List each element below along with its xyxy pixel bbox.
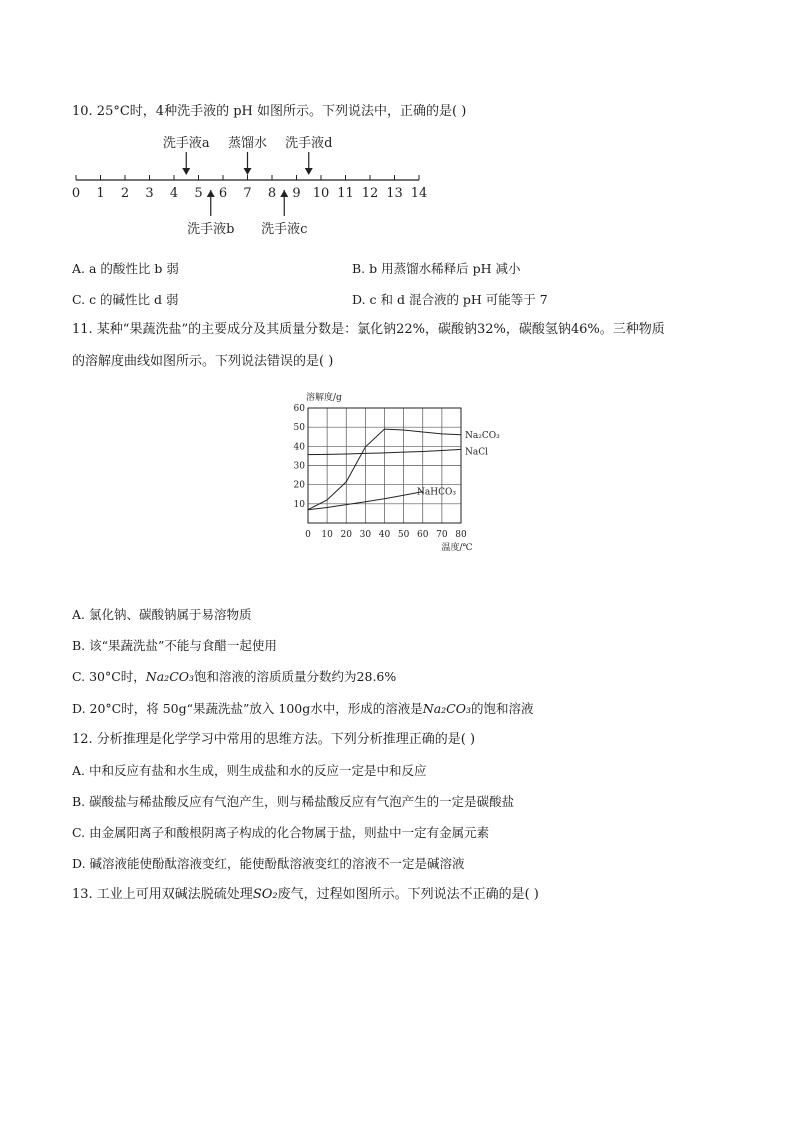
ph-tick-label: 3 — [145, 186, 154, 201]
q11-option-c-post: 饱和溶液的溶质质量分数约为28.6% — [194, 669, 397, 684]
q11-option-d-formula: Na₂CO₃ — [422, 701, 471, 716]
x-tick-label: 20 — [340, 530, 352, 540]
ph-tick-label: 11 — [337, 186, 354, 201]
ph-marker-label: 洗手液a — [162, 136, 210, 151]
q13-stem — [72, 886, 539, 904]
y-tick-label: 10 — [293, 499, 305, 510]
q10-option-b: B. b 用蒸馏水稀释后 pH 减小 — [352, 261, 521, 276]
series-nahco3-label: NaHCO₃ — [417, 487, 456, 498]
q13-stem-post: 废气，过程如图所示。下列说法不正确的是( ) — [277, 887, 539, 902]
y-axis-title: 溶解度/g — [306, 393, 342, 403]
y-tick-label: 20 — [293, 480, 305, 491]
y-tick-label: 40 — [293, 442, 305, 453]
q13-stem-pre: 13. 工业上可用双碱法脱硫处理 — [72, 887, 253, 902]
ph-scale-diagram — [66, 133, 428, 237]
ph-marker-arrowhead — [207, 190, 215, 197]
ph-tick-label: 14 — [410, 186, 428, 201]
x-tick-label: 30 — [359, 530, 372, 540]
y-tick-label: 60 — [293, 404, 305, 414]
ph-tick-label: 9 — [292, 186, 301, 201]
ph-tick-label: 12 — [361, 186, 379, 201]
q10-option-c: C. c 的碱性比 d 弱 — [72, 292, 179, 307]
ph-tick-label: 8 — [267, 186, 277, 201]
q12-option-b: B. 碳酸盐与稀盐酸反应有气泡产生，则与稀盐酸反应有气泡产生的一定是碳酸盐 — [72, 794, 515, 809]
q10-option-d: D. c 和 d 混合液的 pH 可能等于 7 — [352, 292, 548, 307]
ph-marker-arrowhead — [305, 168, 313, 175]
solubility-chart — [275, 385, 535, 560]
q11-option-c-pre: C. 30°C时， — [72, 669, 146, 684]
x-tick-label: 80 — [455, 530, 467, 540]
q11-option-b: B. 该“果蔬洗盐”不能与食醋一起使用 — [72, 638, 277, 653]
q10-option-a: A. a 的酸性比 b 弱 — [72, 261, 179, 276]
ph-marker-label: 蒸馏水 — [227, 136, 268, 151]
q11-option-c — [72, 668, 396, 686]
q12-option-c: C. 由金属阳离子和酸根阴离子构成的化合物属于盐，则盐中一定有金属元素 — [72, 825, 490, 840]
q11-option-d-post: 的饱和溶液 — [470, 701, 534, 716]
ph-marker-label: 洗手液c — [261, 222, 308, 237]
ph-marker-label: 洗手液b — [187, 222, 235, 237]
x-tick-label: 0 — [305, 530, 311, 540]
q11-stem-line2: 的溶解度曲线如图所示。下列说法错误的是( ) — [72, 354, 334, 369]
x-axis-title: 温度/℃ — [441, 543, 473, 553]
ph-tick-label: 0 — [71, 186, 81, 201]
ph-tick-label: 1 — [96, 186, 105, 201]
ph-marker-label: 洗手液d — [285, 136, 333, 151]
x-tick-label: 70 — [436, 530, 448, 540]
q11-option-a: A. 氯化钠、碳酸钠属于易溶物质 — [72, 607, 252, 622]
y-tick-label: 30 — [293, 461, 305, 472]
ph-tick-label: 10 — [312, 186, 330, 201]
y-tick-label: 50 — [293, 423, 305, 434]
q11-option-c-formula: Na₂CO₃ — [145, 669, 195, 684]
ph-marker-arrowhead — [280, 190, 288, 197]
ph-tick-label: 13 — [386, 186, 403, 201]
ph-marker-arrowhead — [182, 168, 190, 175]
q11-option-d — [72, 700, 534, 718]
ph-tick-label: 6 — [218, 186, 228, 201]
ph-tick-label: 5 — [194, 186, 203, 201]
q10-stem: 10. 25°C时，4种洗手液的 pH 如图所示。下列说法中，正确的是( ) — [72, 104, 467, 119]
x-tick-label: 60 — [417, 530, 429, 540]
q12-option-d: D. 碱溶液能使酚酞溶液变红，能使酚酞溶液变红的溶液不一定是碱溶液 — [72, 856, 465, 871]
series-na2co3-label: Na₂CO₃ — [465, 430, 500, 441]
q12-option-a: A. 中和反应有盐和水生成，则生成盐和水的反应一定是中和反应 — [72, 763, 427, 778]
ph-marker-arrowhead — [244, 168, 252, 175]
q11-option-d-pre: D. 20°C时，将 50g“果蔬洗盐”放入 100g水中，形成的溶液是 — [72, 701, 423, 716]
x-tick-label: 40 — [378, 530, 391, 540]
q13-stem-formula: SO₂ — [252, 887, 278, 902]
series-nacl-label: NaCl — [465, 447, 489, 458]
ph-tick-label: 2 — [120, 186, 130, 201]
x-tick-label: 50 — [397, 530, 410, 540]
ph-tick-label: 7 — [243, 186, 252, 201]
q11-stem-line1: 11. 某种“果蔬洗盐”的主要成分及其质量分数是：氯化钠22%，碳酸钠32%，碳酸氢钠46%。三种物质 — [72, 322, 665, 337]
q12-stem: 12. 分析推理是化学学习中常用的思维方法。下列分析推理正确的是( ) — [72, 732, 476, 747]
ph-tick-label: 4 — [169, 186, 179, 201]
x-tick-label: 10 — [321, 530, 333, 540]
